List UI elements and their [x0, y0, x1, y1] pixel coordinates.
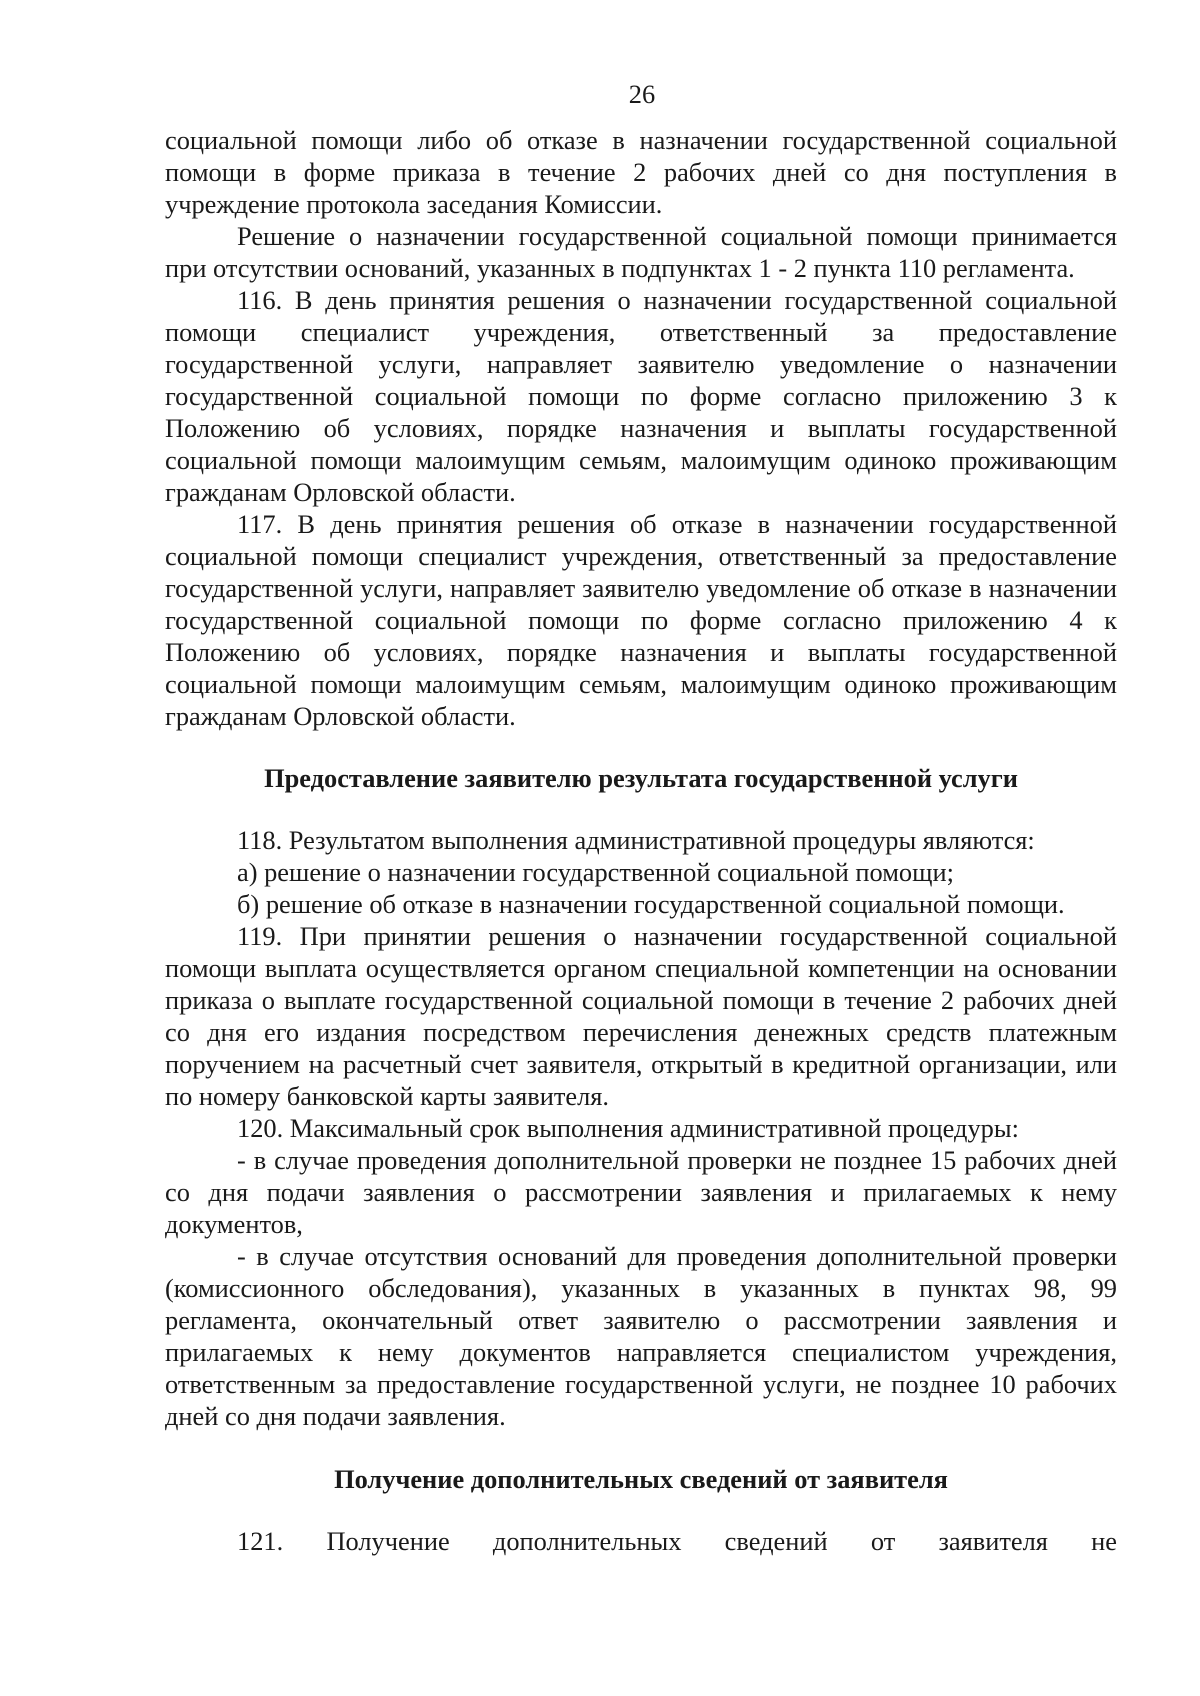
paragraph-119: 119. При принятии решения о назначении государственной социальной помощи выплата осуществляется органом специальной компетенции на основании приказа о выплате государственной социальной помощи в течение 2 рабочих дней со дня его издания посредством перечисления денежных средств платежным поручением на расчетный счет заявителя, открытый в кредитной организации, или по номеру банковской карты заявителя.: [165, 921, 1117, 1111]
paragraph-118: 118. Результатом выполнения административной процедуры являются:: [237, 825, 1035, 855]
section-heading-result: Предоставление заявителю результата государственной услуги: [264, 763, 1018, 793]
paragraph-121: 121. Получение дополнительных сведений от заявителя не: [237, 1526, 1117, 1556]
paragraph-116: 116. В день принятия решения о назначении государственной социальной помощи специалист учреждения, ответственный за предоставление государственной услуги, направляет заявителю уведомление о назначении государственной социальной помощи по форме согласно приложению 3 к Положению об условиях, порядке назначения и выплаты государственной социальной помощи малоимущим семьям, малоимущим одиноко проживающим гражданам Орловской области.: [165, 285, 1117, 507]
page-number: 26: [628, 79, 656, 109]
paragraph-120-item-1: - в случае проведения дополнительной проверки не позднее 15 рабочих дней со дня подачи заявления о рассмотрении заявления и прилагаемых к нему документов,: [165, 1145, 1117, 1239]
paragraph-decision: Решение о назначении государственной социальной помощи принимается при отсутствии оснований, указанных в подпунктах 1 - 2 пункта 110 регламента.: [165, 221, 1117, 283]
paragraph-117: 117. В день принятия решения об отказе в назначении государственной социальной помощи специалист учреждения, ответственный за предоставление государственной услуги, направляет заявителю уведомление об отказе в назначении государственной социальной помощи по форме согласно приложению 4 к Положению об условиях, порядке назначения и выплаты государственной социальной помощи малоимущим семьям, малоимущим одиноко проживающим гражданам Орловской области.: [165, 509, 1117, 731]
paragraph-118-a: а) решение о назначении государственной социальной помощи;: [237, 857, 954, 887]
document-page: [165, 78, 1117, 1557]
paragraph-118-b: б) решение об отказе в назначении государственной социальной помощи.: [237, 889, 1065, 919]
paragraph-continuation: социальной помощи либо об отказе в назначении государственной социальной помощи в форме приказа в течение 2 рабочих дней со дня поступления в учреждение протокола заседания Комиссии.: [165, 125, 1117, 219]
paragraph-120-item-2: - в случае отсутствия оснований для проведения дополнительной проверки (комиссионного обследования), указанных в указанных в пунктах 98, 99 регламента, окончательный ответ заявителю о рассмотрении заявления и прилагаемых к нему документов направляется специалистом учреждения, ответственным за предоставление государственной услуги, не позднее 10 рабочих дней со дня подачи заявления.: [165, 1241, 1117, 1431]
paragraph-120: 120. Максимальный срок выполнения административной процедуры:: [237, 1113, 1019, 1143]
section-heading-additional-info: Получение дополнительных сведений от заявителя: [334, 1464, 948, 1494]
